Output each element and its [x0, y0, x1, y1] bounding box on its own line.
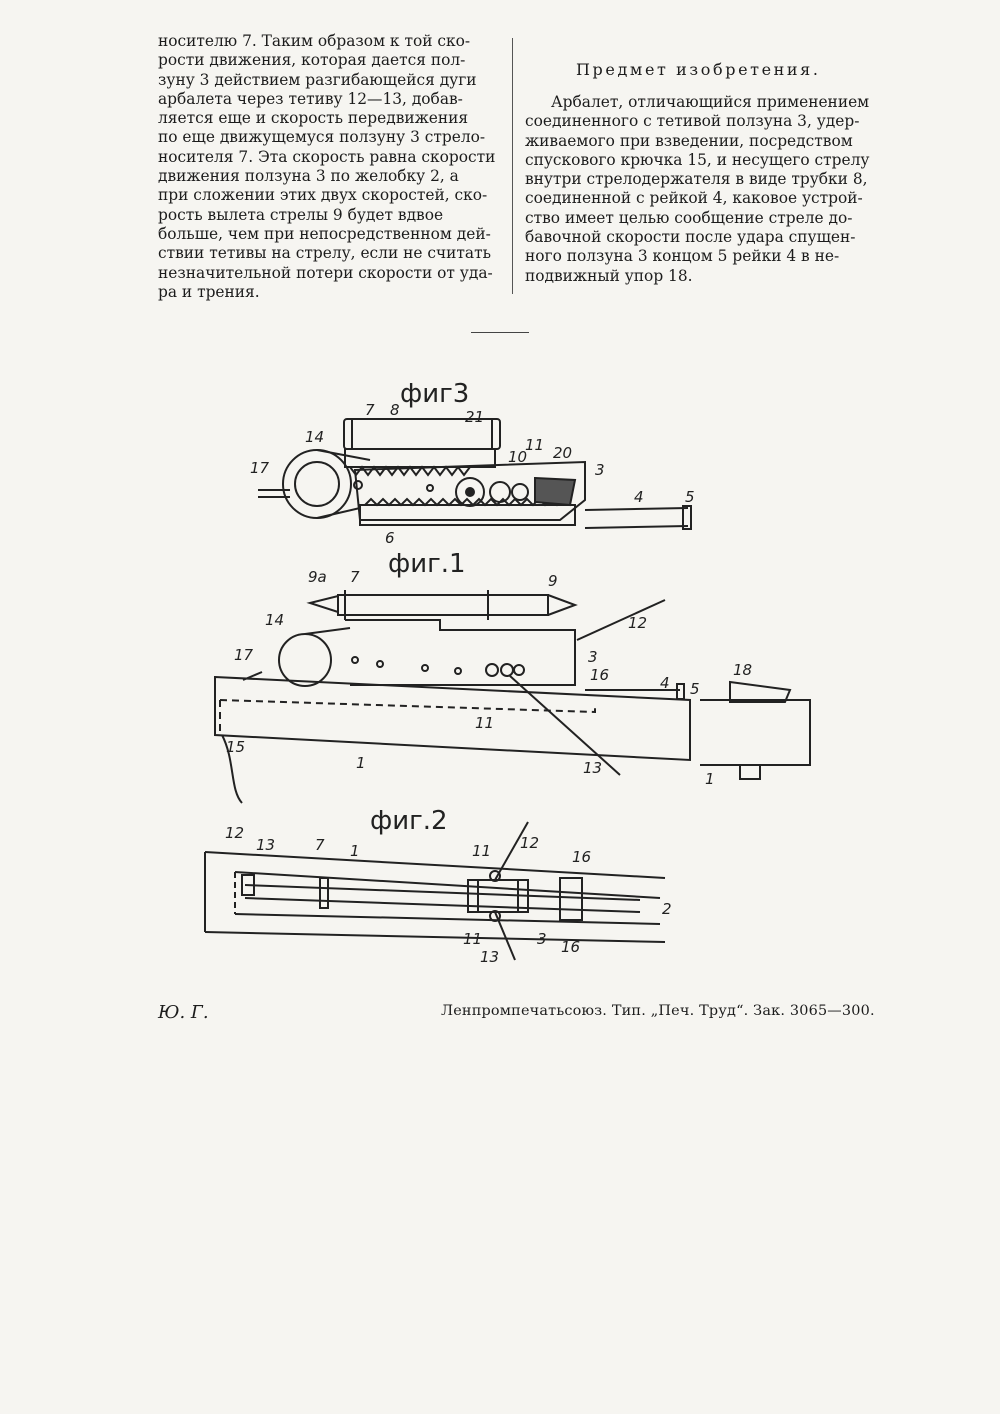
label-12b: 12	[520, 834, 540, 852]
text-line: по еще движущемуся ползуну 3 стрело-	[158, 128, 486, 147]
label-5: 5	[685, 488, 695, 506]
label-15: 15	[226, 738, 246, 756]
label-13b: 13	[480, 948, 500, 966]
text-line: ствии тетивы на стрелу, если не считать	[158, 244, 491, 263]
text-line: рость вылета стрелы 9 будет вдвое	[158, 205, 444, 224]
text-line: спускового крючка 15, и несущего стрелу	[525, 150, 870, 169]
label-7: 7	[315, 836, 325, 854]
label-3: 3	[588, 648, 598, 666]
label-11: 11	[475, 714, 495, 732]
label-18: 18	[733, 661, 753, 679]
text-line: носителю 7. Таким образом к той ско-	[158, 32, 471, 50]
figure-2-title: фиг.2	[370, 806, 448, 836]
label-4: 4	[660, 674, 670, 692]
label-10: 10	[508, 448, 528, 466]
label-13: 13	[256, 836, 276, 854]
label-12: 12	[225, 824, 245, 842]
text-line: арбалета через тетиву 12—13, добав-	[158, 89, 463, 108]
label-11: 11	[525, 436, 545, 454]
text-line: живаемого при взведении, посредством	[525, 131, 853, 150]
label-5: 5	[690, 680, 700, 698]
label-1: 1	[356, 754, 366, 772]
label-14: 14	[265, 611, 285, 629]
text-line: внутри стрелодержателя в виде трубки 8,	[525, 170, 868, 189]
label-14: 14	[305, 428, 325, 446]
text-line: зуну 3 действием разгибающейся дуги	[158, 70, 477, 89]
label-7: 7	[365, 401, 375, 419]
text-line: движения ползуна 3 по желобку 2, а	[158, 167, 459, 186]
label-17: 17	[234, 646, 254, 664]
label-12: 12	[628, 614, 648, 632]
text-line: носителя 7. Эта скорость равна скорости	[158, 147, 496, 166]
label-17: 17	[250, 459, 270, 477]
text-line: больше, чем при непосредственном дей-	[158, 224, 491, 243]
text-line: соединенной с рейкой 4, каковое устрой-	[525, 189, 863, 208]
text-line: ного ползуна 3 концом 5 рейки 4 в не-	[525, 247, 840, 266]
label-11: 11	[472, 842, 492, 860]
text-line: ство имеет целью сообщение стреле до-	[525, 208, 853, 227]
label-21: 21	[465, 408, 485, 426]
label-13: 13	[583, 759, 603, 777]
label-1: 1	[350, 842, 360, 860]
figure-3	[250, 379, 695, 547]
text-line: незначительной потери скорости от уда-	[158, 263, 493, 282]
label-7: 7	[350, 568, 360, 586]
text-line: бавочной скорости после удара спущен-	[525, 228, 856, 247]
label-16b: 16	[561, 938, 581, 956]
text-line: подвижный упор 18.	[525, 266, 693, 285]
label-4: 4	[634, 488, 644, 506]
label-8: 8	[390, 401, 400, 419]
figure-1-title: фиг.1	[388, 549, 466, 579]
text-line: соединенного с тетивой ползуна 3, удер-	[525, 112, 860, 131]
label-1b: 1	[705, 770, 715, 788]
label-6: 6	[385, 529, 395, 547]
label-3: 3	[595, 461, 605, 479]
label-9a: 9а	[308, 568, 327, 586]
text-line: Арбалет, отличающийся применением	[551, 93, 870, 111]
label-16: 16	[572, 848, 592, 866]
section-heading: Предмет изобретения.	[576, 60, 821, 79]
label-20: 20	[553, 444, 573, 462]
label-2: 2	[662, 900, 672, 918]
footer-initials: Ю. Г.	[158, 1002, 209, 1023]
label-3: 3	[537, 930, 547, 948]
figure-2	[205, 806, 672, 966]
footer-printer-imprint: Ленпромпечатьсоюз. Тип. „Печ. Труд“. Зак. 3065—300.	[441, 1003, 875, 1019]
text-line: рости движения, которая дается пол-	[158, 51, 466, 70]
label-11b: 11	[463, 930, 483, 948]
label-9: 9	[548, 572, 558, 590]
figure-1	[215, 549, 810, 803]
text-line: при сложении этих двух скоростей, ско-	[158, 186, 488, 205]
label-16: 16	[590, 666, 610, 684]
text-line: ляется еще и скорость передвижения	[158, 109, 469, 128]
text-line: ра и трения.	[158, 282, 260, 301]
figure-3-title: фиг3	[400, 379, 470, 409]
